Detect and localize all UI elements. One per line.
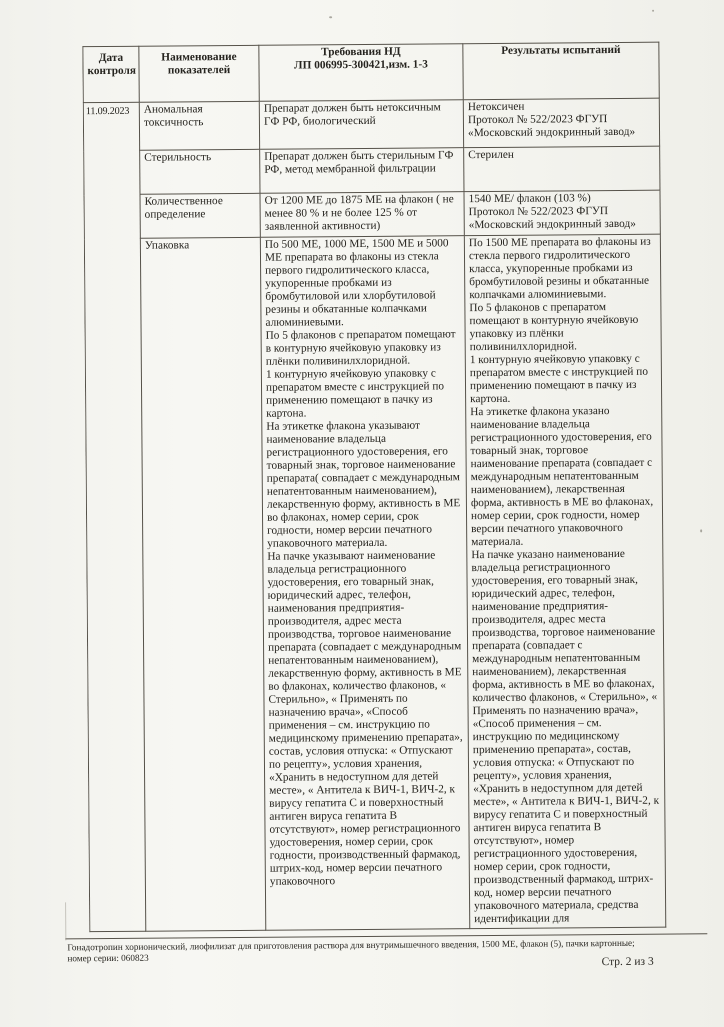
page-number: Стр. 2 из 3 — [601, 955, 654, 969]
col-header-date — [83, 46, 139, 102]
col-header-indicator — [139, 45, 259, 102]
result-cell: 1540 МЕ/ флакон (103 %) Протокол № 522/2023 ФГУП «Московский эндокринный завод» — [464, 190, 660, 236]
requirement-cell: По 500 МЕ, 1000 МЕ, 1500 МЕ и 5000 МЕ препарата во флаконы из стекла первого гидролитического класса, укупоренные пробками из бромбутиловой или хлорбутиловой резины и обкатанные колпачками алюминиевыми. По 5 флаконов с препаратом помещают в контурную ячейковую упаковку из плёнки поливинилхлоридной. 1 контурную ячейковую упаковку с препаратом вместе с инструкцией по применению помещают в пачку из картона. На этикетке флакона указывают наименование владельца регистрационного удостоверения, его товарный знак, торговое наименование препарата( совпадает с международным непатентованным наименованием), лекарственную форму, активность в МЕ во флаконах, номер серии, срок годности, номер версии печатного упаковочного материала. На пачке указывают наименование владельца регистрационного удостоверения, его товарный знак, юридический адрес, телефон, наименования предприятия- производителя, адрес места производства, торговое наименование препарата (совпадает с международным непатентованным наименованием), лекарственную форму, активность в МЕ во флаконах, количество флаконов, « Стерильно», « Применять по назначению врача», «Способ применения – см. инструкцию по медицинскому применению препарата», состав, условия отпуска: « Отпускают по рецепту», условия хранения, «Хранить в недоступном для детей месте», « Антитела к ВИЧ-1, ВИЧ-2, к вирусу гепатита С и поверхностный антиген вируса гепатита В отсутствуют», номер регистрационного удостоверения, номер серии, срок годности, производственный фармакод, штрих-код, номер версии печатного упаковочного — [260, 236, 469, 931]
row-quantitative — [84, 190, 660, 239]
result-cell: Нетоксичен Протокол № 522/2023 ФГУП «Московский эндокринный завод» — [463, 98, 659, 148]
scan-speck — [652, 10, 654, 12]
indicator-cell: Количественное определение — [140, 193, 260, 238]
table-clip-region — [82, 28, 669, 939]
col-header-requirements: Требования НД ЛП 006995-300421,изм. 1-3 — [259, 44, 463, 102]
col-header-results: Результаты испытаний — [463, 42, 659, 100]
indicator-cell: Упаковка — [140, 237, 265, 931]
row-abnormal-toxicity — [83, 98, 659, 151]
row-packaging — [84, 234, 665, 932]
indicator-cell: Стерильность — [140, 149, 260, 194]
result-cell: По 1500 МЕ препарата во флаконы из стекла первого гидролитического класса, укупоренные пробками из бромбутиловой резины и обкатанные колпачками алюминиевыми. По 5 флаконов с препаратом помещают в контурную ячейковую упаковку из плёнки поливинилхлоридной. 1 контурную ячейковую упаковку с препаратом вместе с инструкцией по применению помещают в пачку из картона. На этикетке флакона указано наименование владельца регистрационного удостоверения, его товарный знак, торговое наименование препарата (совпадает с международным непатентованным наименованием), лекарственная форма, активность в МЕ во флаконах, номер серии, срок годности, номер версии печатного упаковочного материала. На пачке указано наименование владельца регистрационного удостоверения, его товарный знак, юридический адрес, телефон, наименование предприятия- производителя, адрес места производства, торговое наименование препарата (совпадает с международным непатентованным наименованием), лекарственная форма, активность в МЕ во флаконах, количество флаконов, « Стерильно», « Применять по назначению врача», «Способ применения – см. инструкцию по медицинскому применению препарата», состав, условия отпуска: « Отпускают по рецепту», условия хранения, «Хранить в недоступном для детей месте», « Антитела к ВИЧ-1, ВИЧ-2, к вирусу гепатита С и поверхностный антиген вируса гепатита В отсутствуют», номер регистрационного удостоверения, номер серии, срок годности, производственный фармакод, штрих-код, номер версии печатного упаковочного материала, средства идентификации для — [464, 234, 665, 929]
indicator-cell: Аномальная токсичность — [139, 101, 259, 150]
col-header-date-label: Дата контроля — [87, 51, 137, 78]
col-header-indicator-label: Наименование показателей — [161, 50, 237, 77]
requirement-cell: От 1200 МЕ до 1875 МЕ на флакон ( не менее 80 % и не более 125 % от заявленной активности) — [260, 192, 464, 238]
result-cell: Стерилен — [464, 146, 660, 192]
qc-table — [82, 42, 666, 933]
scan-speck — [329, 16, 332, 18]
row-sterility — [84, 146, 660, 195]
footnote-series-line: номер серии: 060823 — [67, 952, 149, 964]
header-row — [83, 42, 659, 103]
left-margin-mark — [65, 902, 66, 940]
requirement-cell: Препарат должен быть стерильным ГФ РФ, метод мембранной фильтрации — [260, 148, 464, 194]
control-date-cell: 11.09.2023 — [83, 102, 146, 931]
scan-speck — [700, 529, 702, 532]
requirement-cell: Препарат должен быть нетоксичным ГФ РФ, биологический — [259, 100, 463, 150]
footnote-product-line: Гонадотропин хорионический, лиофилизат для приготовления раствора для внутримышечного введения, 1500 МЕ, флакон (5), пачки картонные; — [67, 937, 635, 953]
